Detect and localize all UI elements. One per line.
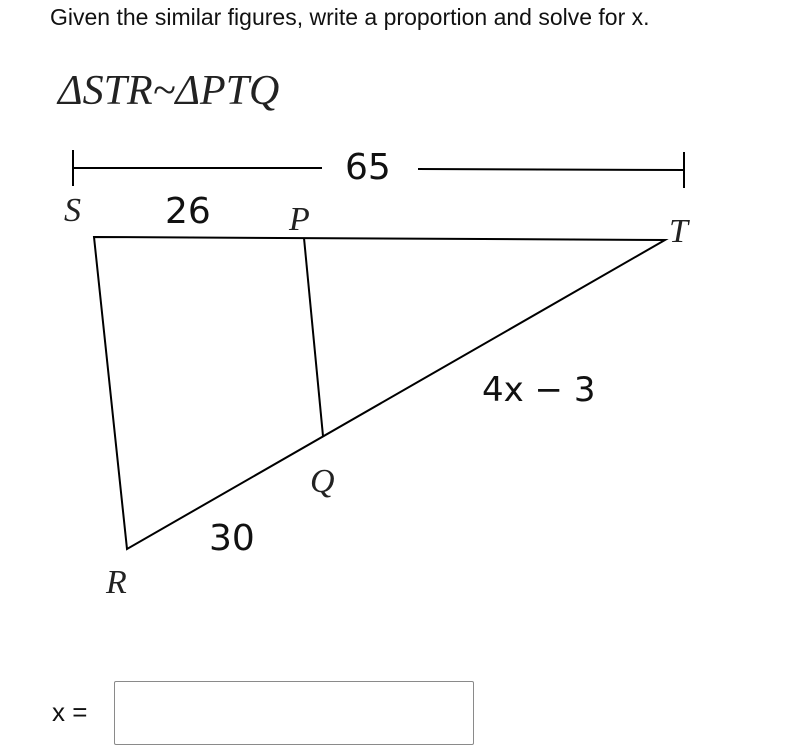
segment-pq bbox=[304, 238, 323, 436]
length-qt-label: 4x − 3 bbox=[482, 370, 596, 410]
answer-label: x = bbox=[52, 697, 88, 727]
vertex-r-label: R bbox=[106, 564, 127, 601]
length-sp-label: 26 bbox=[165, 191, 211, 232]
vertex-q-label: Q bbox=[310, 463, 335, 500]
question-prompt: Given the similar figures, write a proportion and solve for x. bbox=[50, 4, 650, 30]
vertex-t-label: T bbox=[669, 213, 688, 250]
answer-input[interactable] bbox=[114, 681, 474, 745]
vertex-p-label: P bbox=[289, 201, 310, 238]
similarity-statement: ΔSTR~ΔPTQ bbox=[58, 68, 280, 114]
length-st-label: 65 bbox=[345, 147, 391, 188]
vertex-s-label: S bbox=[64, 192, 81, 229]
length-rq-label: 30 bbox=[209, 518, 255, 559]
